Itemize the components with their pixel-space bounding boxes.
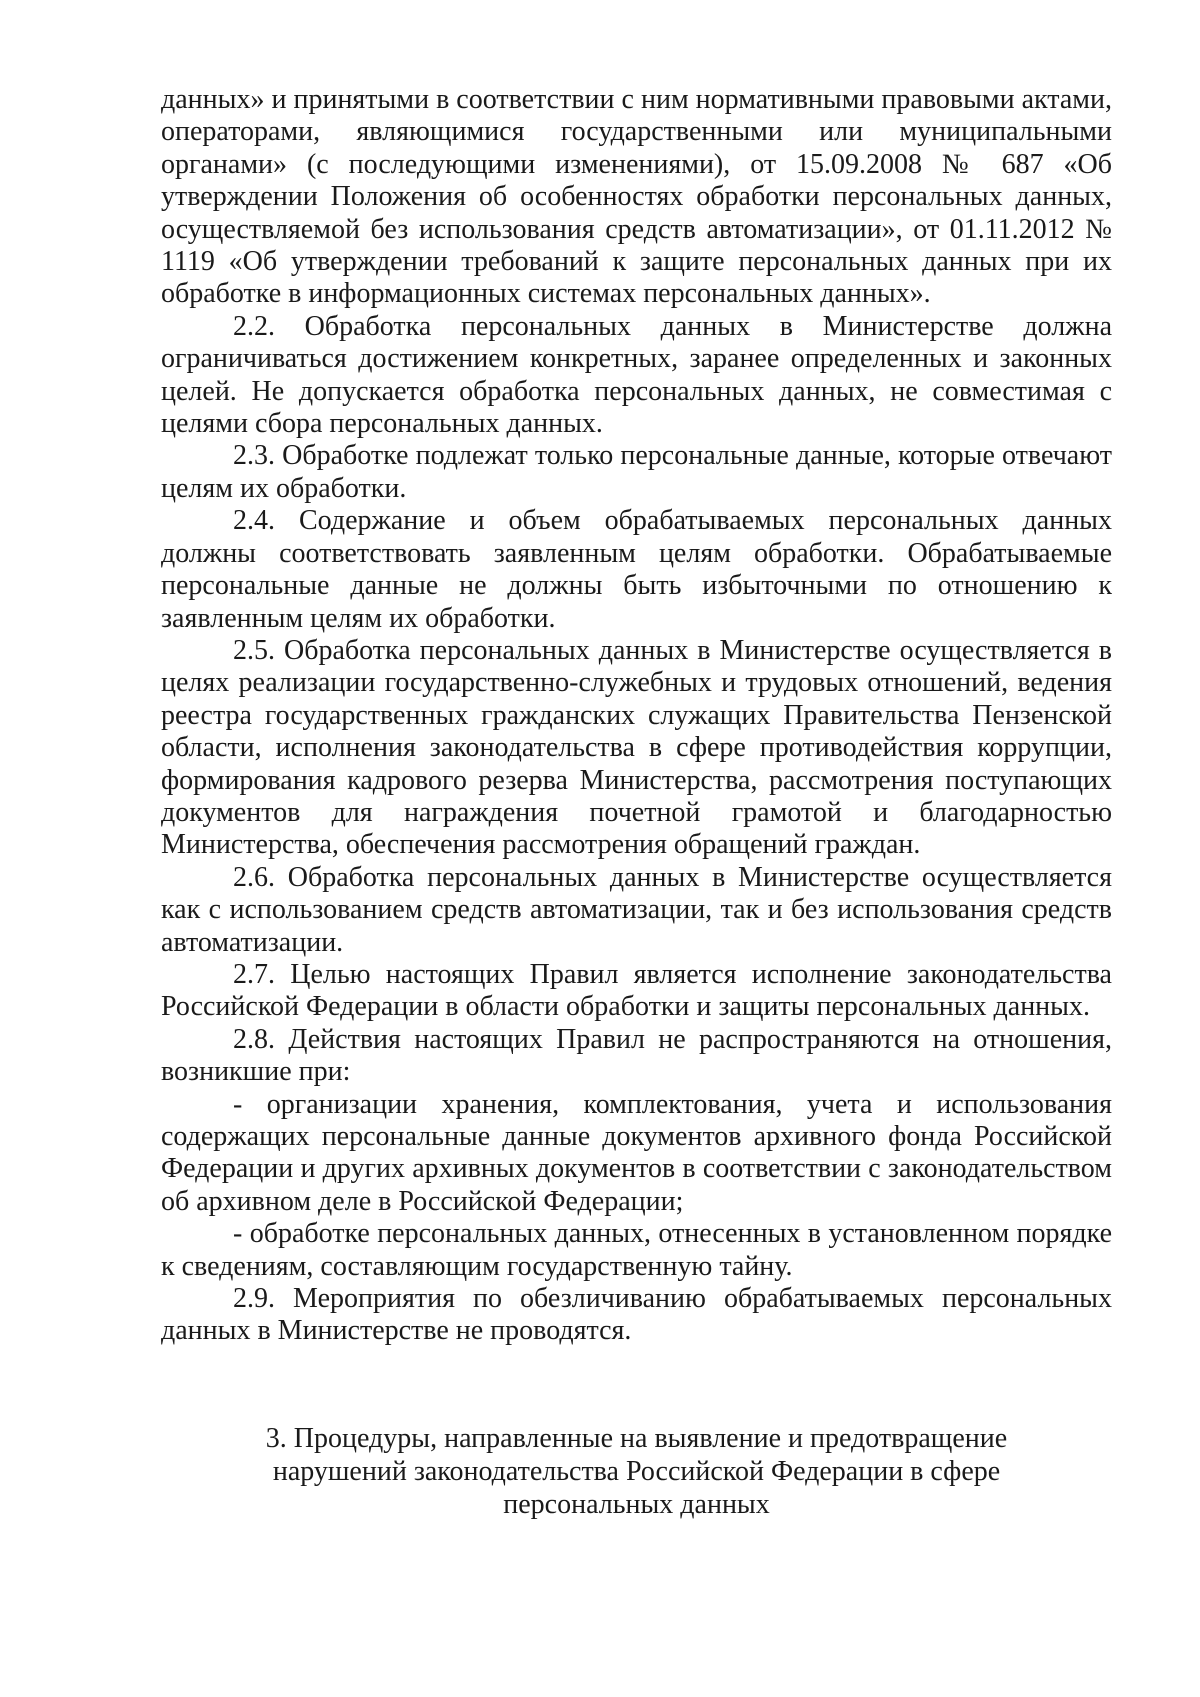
paragraph-2-5: 2.5. Обработка персональных данных в Министерстве осуществляется в целях реализации государственно-служебных и трудовых отношений, ведения реестра государственных гражданских служащих Правительства Пензенской области, исполнения законодательства в сфере противодействия коррупции, формирования кадрового резерва Министерства, рассмотрения поступающих документов для награждения почетной грамотой и благодарностью Министерства, обеспечения рассмотрения обращений граждан. — [161, 634, 1112, 861]
paragraph-2-3: 2.3. Обработке подлежат только персональные данные, которые отвечают целям их обработки. — [161, 440, 1112, 504]
paragraph-2-8: 2.8. Действия настоящих Правил не распространяются на отношения, возникшие при: — [161, 1023, 1112, 1088]
section-heading-line: 3. Процедуры, направленные на выявление и предотвращение — [265, 1423, 1008, 1454]
list-item-state-secret: - обработке персональных данных, отнесенных в установленном порядке к сведениям, составляющим государственную тайну. — [161, 1218, 1112, 1282]
paragraph-2-4: 2.4. Содержание и объем обрабатываемых персональных данных должны соответствовать заявленным целям обработки. Обрабатываемые персональные данные не должны быть избыточными по отношению к заявленным целям их обработки. — [161, 505, 1112, 634]
paragraph-2-2: 2.2. Обработка персональных данных в Министерстве должна ограничиваться достижением конкретных, заранее определенных и законных целей. Не допускается обработка персональных данных, не совместимая с целями сбора персональных данных. — [161, 310, 1112, 440]
section-3-heading — [161, 1422, 1112, 1521]
section-heading-line: нарушений законодательства Российской Федерации в сфере — [272, 1456, 1001, 1487]
paragraph-continuation: данных» и принятыми в соответствии с ним нормативными правовыми актами, операторами, являющимися государственными или муниципальными органами» (с последующими изменениями), от 15.09.2008 № 687 «Об утверждении Положения об особенностях обработки персональных данных, осуществляемой без использования средств автоматизации», от 01.11.2012 № 1119 «Об утверждении требований к защите персональных данных при их обработке в информационных системах персональных данных». — [161, 84, 1112, 310]
section-heading-line: персональных данных — [503, 1489, 770, 1520]
list-item-archive: - организации хранения, комплектования, учета и использования содержащих персональные данные документов архивного фонда Российской Федерации и других архивных документов в соответствии с законодательством об архивном деле в Российской Федерации; — [161, 1088, 1112, 1217]
paragraph-2-7: 2.7. Целью настоящих Правил является исполнение законодательства Российской Федерации в области обработки и защиты персональных данных. — [161, 958, 1112, 1023]
paragraph-2-9: 2.9. Мероприятия по обезличиванию обрабатываемых персональных данных в Министерстве не проводятся. — [161, 1283, 1112, 1347]
document-body — [161, 84, 1112, 1348]
paragraph-2-6: 2.6. Обработка персональных данных в Министерстве осуществляется как с использованием средств автоматизации, так и без использования средств автоматизации. — [161, 861, 1112, 958]
